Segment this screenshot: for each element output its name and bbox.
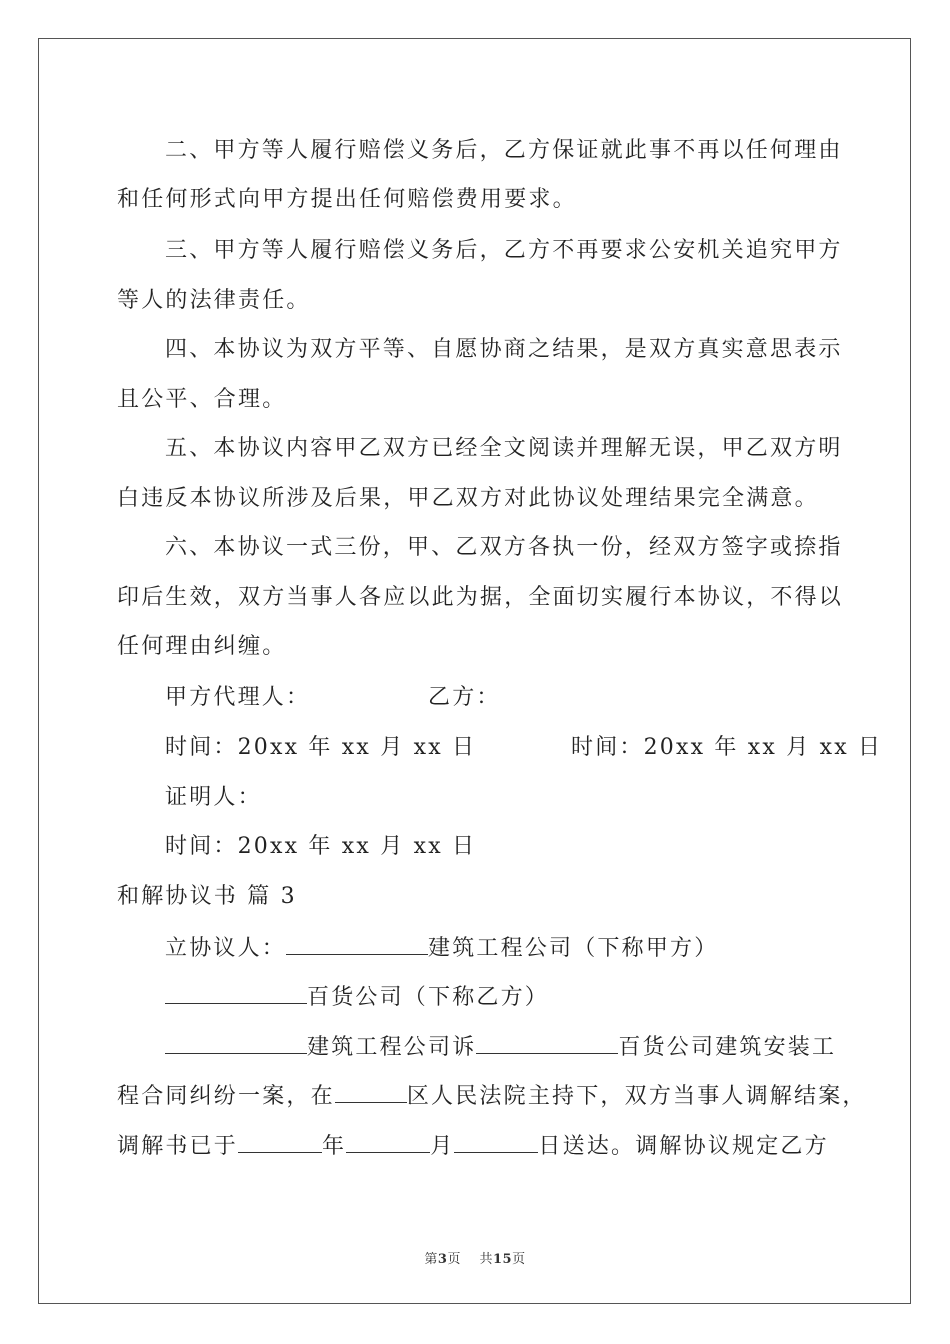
case-text: 区人民法院主持下，双方当事人调解结案， (406, 1084, 867, 1109)
blank-field (238, 1130, 322, 1153)
footer-text: 页 (512, 1252, 526, 1267)
case-text: 调解书已于 (117, 1134, 239, 1159)
case-text: 日送达。调解协议规定乙方 (538, 1134, 829, 1159)
case-line-2 (117, 1080, 867, 1112)
blank-field (165, 981, 307, 1004)
blank-field (476, 1031, 618, 1054)
case-line-3 (117, 1130, 829, 1162)
parties-line (165, 932, 718, 964)
parties-label: 立协议人： (165, 936, 287, 961)
case-text: 年 (322, 1134, 347, 1159)
witness-time: 时间：20xx 年 xx 月 xx 日 (165, 834, 477, 859)
blank-field (454, 1130, 538, 1153)
party-b-name-suffix: 百货公司（下称乙方） (307, 985, 550, 1010)
footer-text: 页 共 (447, 1252, 493, 1267)
blank-field (346, 1130, 430, 1153)
current-page-number: 3 (437, 1252, 448, 1267)
footer-text: 第 (424, 1252, 438, 1267)
page-footer (0, 1248, 950, 1267)
blank-field (165, 1031, 307, 1054)
blank-field (286, 932, 428, 955)
clause-2-line-1: 二、甲方等人履行赔偿义务后，乙方保证就此事不再以任何理由 (165, 138, 843, 163)
clause-2-line-2: 和任何形式向甲方提出任何赔偿费用要求。 (117, 187, 577, 212)
party-a-time: 时间：20xx 年 xx 月 xx 日 (165, 735, 477, 760)
clause-5-line-2: 白违反本协议所涉及后果，甲乙双方对此协议处理结果完全满意。 (117, 486, 819, 511)
case-line-1 (165, 1031, 836, 1063)
section-heading: 和解协议书 篇 3 (117, 884, 297, 909)
case-text: 月 (430, 1134, 455, 1159)
party-b-time: 时间：20xx 年 xx 月 xx 日 (571, 735, 883, 760)
page-border (38, 38, 911, 1304)
clause-4-line-1: 四、本协议为双方平等、自愿协商之结果，是双方真实意思表示 (165, 337, 843, 362)
clause-6-line-2: 印后生效，双方当事人各应以此为据，全面切实履行本协议，不得以 (117, 585, 844, 610)
party-b-label: 乙方： (428, 685, 501, 710)
witness-label: 证明人： (165, 785, 262, 810)
blank-field (335, 1080, 407, 1103)
clause-4-line-2: 且公平、合理。 (117, 387, 287, 412)
party-a-name-suffix: 建筑工程公司（下称甲方） (428, 936, 719, 961)
clause-6-line-1: 六、本协议一式三份，甲、乙双方各执一份，经双方签字或捺指 (165, 535, 843, 560)
party-a-agent-label: 甲方代理人： (165, 685, 311, 710)
clause-3-line-1: 三、甲方等人履行赔偿义务后，乙方不再要求公安机关追究甲方 (165, 238, 843, 263)
total-page-count: 15 (492, 1252, 513, 1267)
clause-5-line-1: 五、本协议内容甲乙双方已经全文阅读并理解无误，甲乙双方明 (165, 436, 843, 461)
case-text: 建筑工程公司诉 (307, 1035, 477, 1060)
clause-6-line-3: 任何理由纠缠。 (117, 634, 287, 659)
case-text: 程合同纠纷一案，在 (117, 1084, 335, 1109)
party-b-line (165, 981, 549, 1013)
clause-3-line-2: 等人的法律责任。 (117, 288, 311, 313)
case-text: 百货公司建筑安装工 (618, 1035, 837, 1060)
